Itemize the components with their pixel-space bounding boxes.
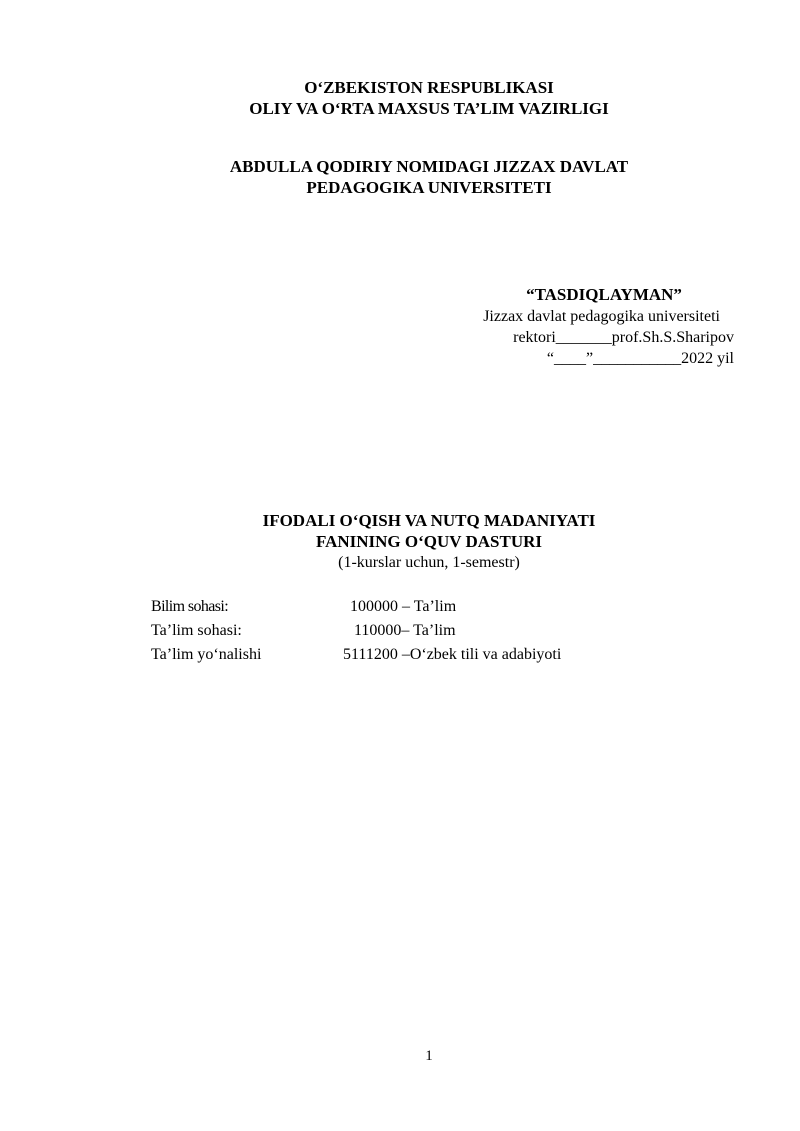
subject-title-line-1: IFODALI O‘QISH VA NUTQ MADANIYATI <box>262 511 596 530</box>
university-heading <box>0 156 800 198</box>
info-row-education-direction <box>151 643 671 667</box>
info-row-knowledge-area <box>151 595 671 619</box>
info-table <box>151 595 671 667</box>
info-value: 5111200 –O‘zbek tili va adabiyoti <box>343 646 562 663</box>
approval-date: “____”___________2022 yil <box>546 350 734 367</box>
ministry-line-1: O‘ZBEKISTON RESPUBLIKASI <box>304 78 554 97</box>
approval-title: “TASDIQLAYMAN” <box>526 285 682 304</box>
info-label: Ta’lim yo‘nalishi <box>151 646 262 663</box>
info-label: Ta’lim sohasi: <box>151 622 242 639</box>
info-label: Bilim sohasi: <box>151 598 229 615</box>
info-value: 100000 – Ta’lim <box>350 598 457 615</box>
approval-block <box>434 284 734 369</box>
ministry-heading <box>0 77 800 119</box>
approval-institution: Jizzax davlat pedagogika universiteti <box>483 308 720 325</box>
info-row-education-area <box>151 619 671 643</box>
university-line-2: PEDAGOGIKA UNIVERSITETI <box>306 178 552 197</box>
subject-subtitle: (1-kurslar uchun, 1-semestr) <box>338 554 520 571</box>
university-line-1: ABDULLA QODIRIY NOMIDAGI JIZZAX DAVLAT <box>229 157 629 176</box>
ministry-line-2: OLIY VA O‘RTA MAXSUS TA’LIM VAZIRLIGI <box>249 99 609 118</box>
info-value: 110000– Ta’lim <box>354 622 456 639</box>
page-number: 1 <box>425 1048 433 1064</box>
subject-title-line-2: FANINING O‘QUV DASTURI <box>315 532 543 551</box>
subject-title-block <box>0 510 800 573</box>
approval-rector: rektori_______prof.Sh.S.Sharipov <box>513 329 734 346</box>
